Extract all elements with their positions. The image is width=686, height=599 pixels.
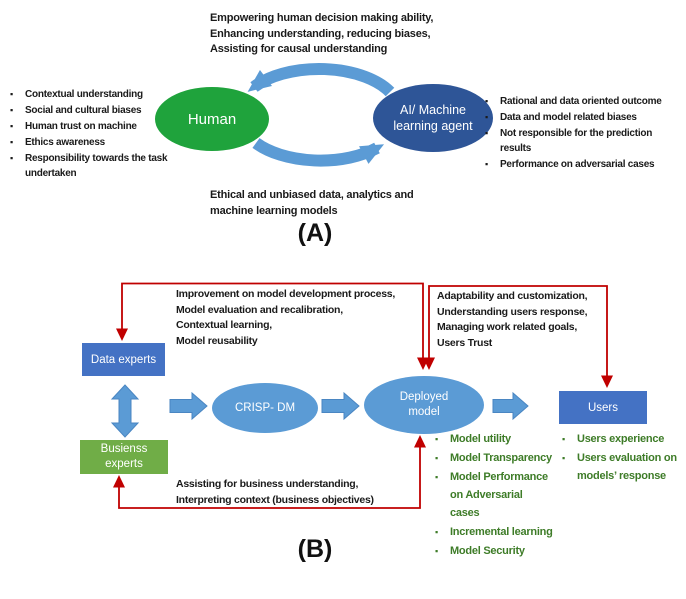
flow-arrow-deployed-to-users	[493, 393, 528, 419]
annotation-line: Contextual learning,	[176, 319, 272, 331]
annotation-line: Model evaluation and recalibration,	[176, 303, 343, 316]
cycle-arrow-top	[254, 69, 390, 92]
users-bullet-list	[560, 430, 686, 486]
annotation-line: Managing work related goals,	[437, 321, 578, 333]
annotation-line: Interpreting context (business objectives)	[176, 493, 374, 506]
users-label: Users	[587, 401, 619, 414]
double-arrow-experts	[112, 385, 138, 437]
partA-label: (A)	[297, 219, 333, 247]
partB-bottom-annotation	[176, 477, 374, 508]
list-item: ▪ Rational and data oriented outcome	[483, 94, 683, 109]
partB-top-right-annotation	[437, 289, 587, 351]
list-item: ▪ Model Transparency	[433, 449, 553, 467]
partB-top-left-annotation	[176, 287, 395, 349]
annotation-line: Adaptability and customization,	[437, 290, 588, 302]
human-node-label: Human	[187, 110, 237, 128]
annotation-line: Assisting for business understanding,	[176, 478, 359, 490]
annotation-line: Assisting for causal understanding	[210, 43, 388, 55]
list-item: ▪ Users evaluation on models’ response	[560, 449, 686, 485]
partB-label: (B)	[297, 535, 333, 563]
annotation-line: Empowering human decision making ability,	[210, 12, 434, 24]
annotation-line: machine learning models	[210, 204, 338, 217]
deployed-model-label: Deployed model	[399, 391, 449, 418]
business-experts-label: Busienss experts	[100, 443, 148, 470]
list-item: ▪ Data and model related biases	[483, 110, 683, 125]
annotation-line: Understanding users response,	[437, 305, 588, 318]
list-item: ▪ Model utility	[433, 430, 553, 448]
ai-node-label: AI/ Machine learning agent	[393, 103, 473, 133]
list-item: ▪ Performance on adversarial cases	[483, 157, 683, 172]
partA-human-bullet-list	[8, 87, 178, 182]
flow-arrow-crisp-to-deployed	[322, 393, 359, 419]
list-item: ▪ Social and cultural biases	[8, 103, 178, 118]
partA-bottom-annotation	[210, 188, 414, 219]
data-experts-label: Data experts	[90, 353, 157, 366]
annotation-line: Users Trust	[437, 336, 493, 349]
list-item: ▪ Human trust on machine	[8, 119, 178, 134]
list-item: ▪ Model Performance on Adversarial cases	[433, 468, 553, 522]
annotation-line: Enhancing understanding, reducing biases,	[210, 27, 431, 40]
list-item: ▪ Contextual understanding	[8, 87, 178, 102]
list-item: ▪ Ethics awareness	[8, 135, 178, 150]
partA-ai-bullet-list	[483, 94, 683, 173]
list-item: ▪ Not responsible for the prediction results	[483, 126, 683, 156]
annotation-line: Improvement on model development process,	[176, 288, 396, 300]
list-item: ▪ Model Security	[433, 542, 553, 560]
annotation-line: Ethical and unbiased data, analytics and	[210, 189, 414, 201]
cycle-arrow-bottom	[256, 143, 377, 161]
annotation-line: Model reusability	[176, 334, 258, 347]
deployed-model-bullet-list	[433, 430, 553, 561]
flow-arrow-experts-to-crisp	[170, 393, 207, 419]
list-item: ▪ Incremental learning	[433, 523, 553, 541]
list-item: ▪ Responsibility towards the task undertaken	[8, 151, 178, 181]
list-item: ▪ Users experience	[560, 430, 686, 448]
partA-top-annotation	[210, 11, 433, 58]
crisp-dm-label: CRISP- DM	[234, 402, 296, 414]
